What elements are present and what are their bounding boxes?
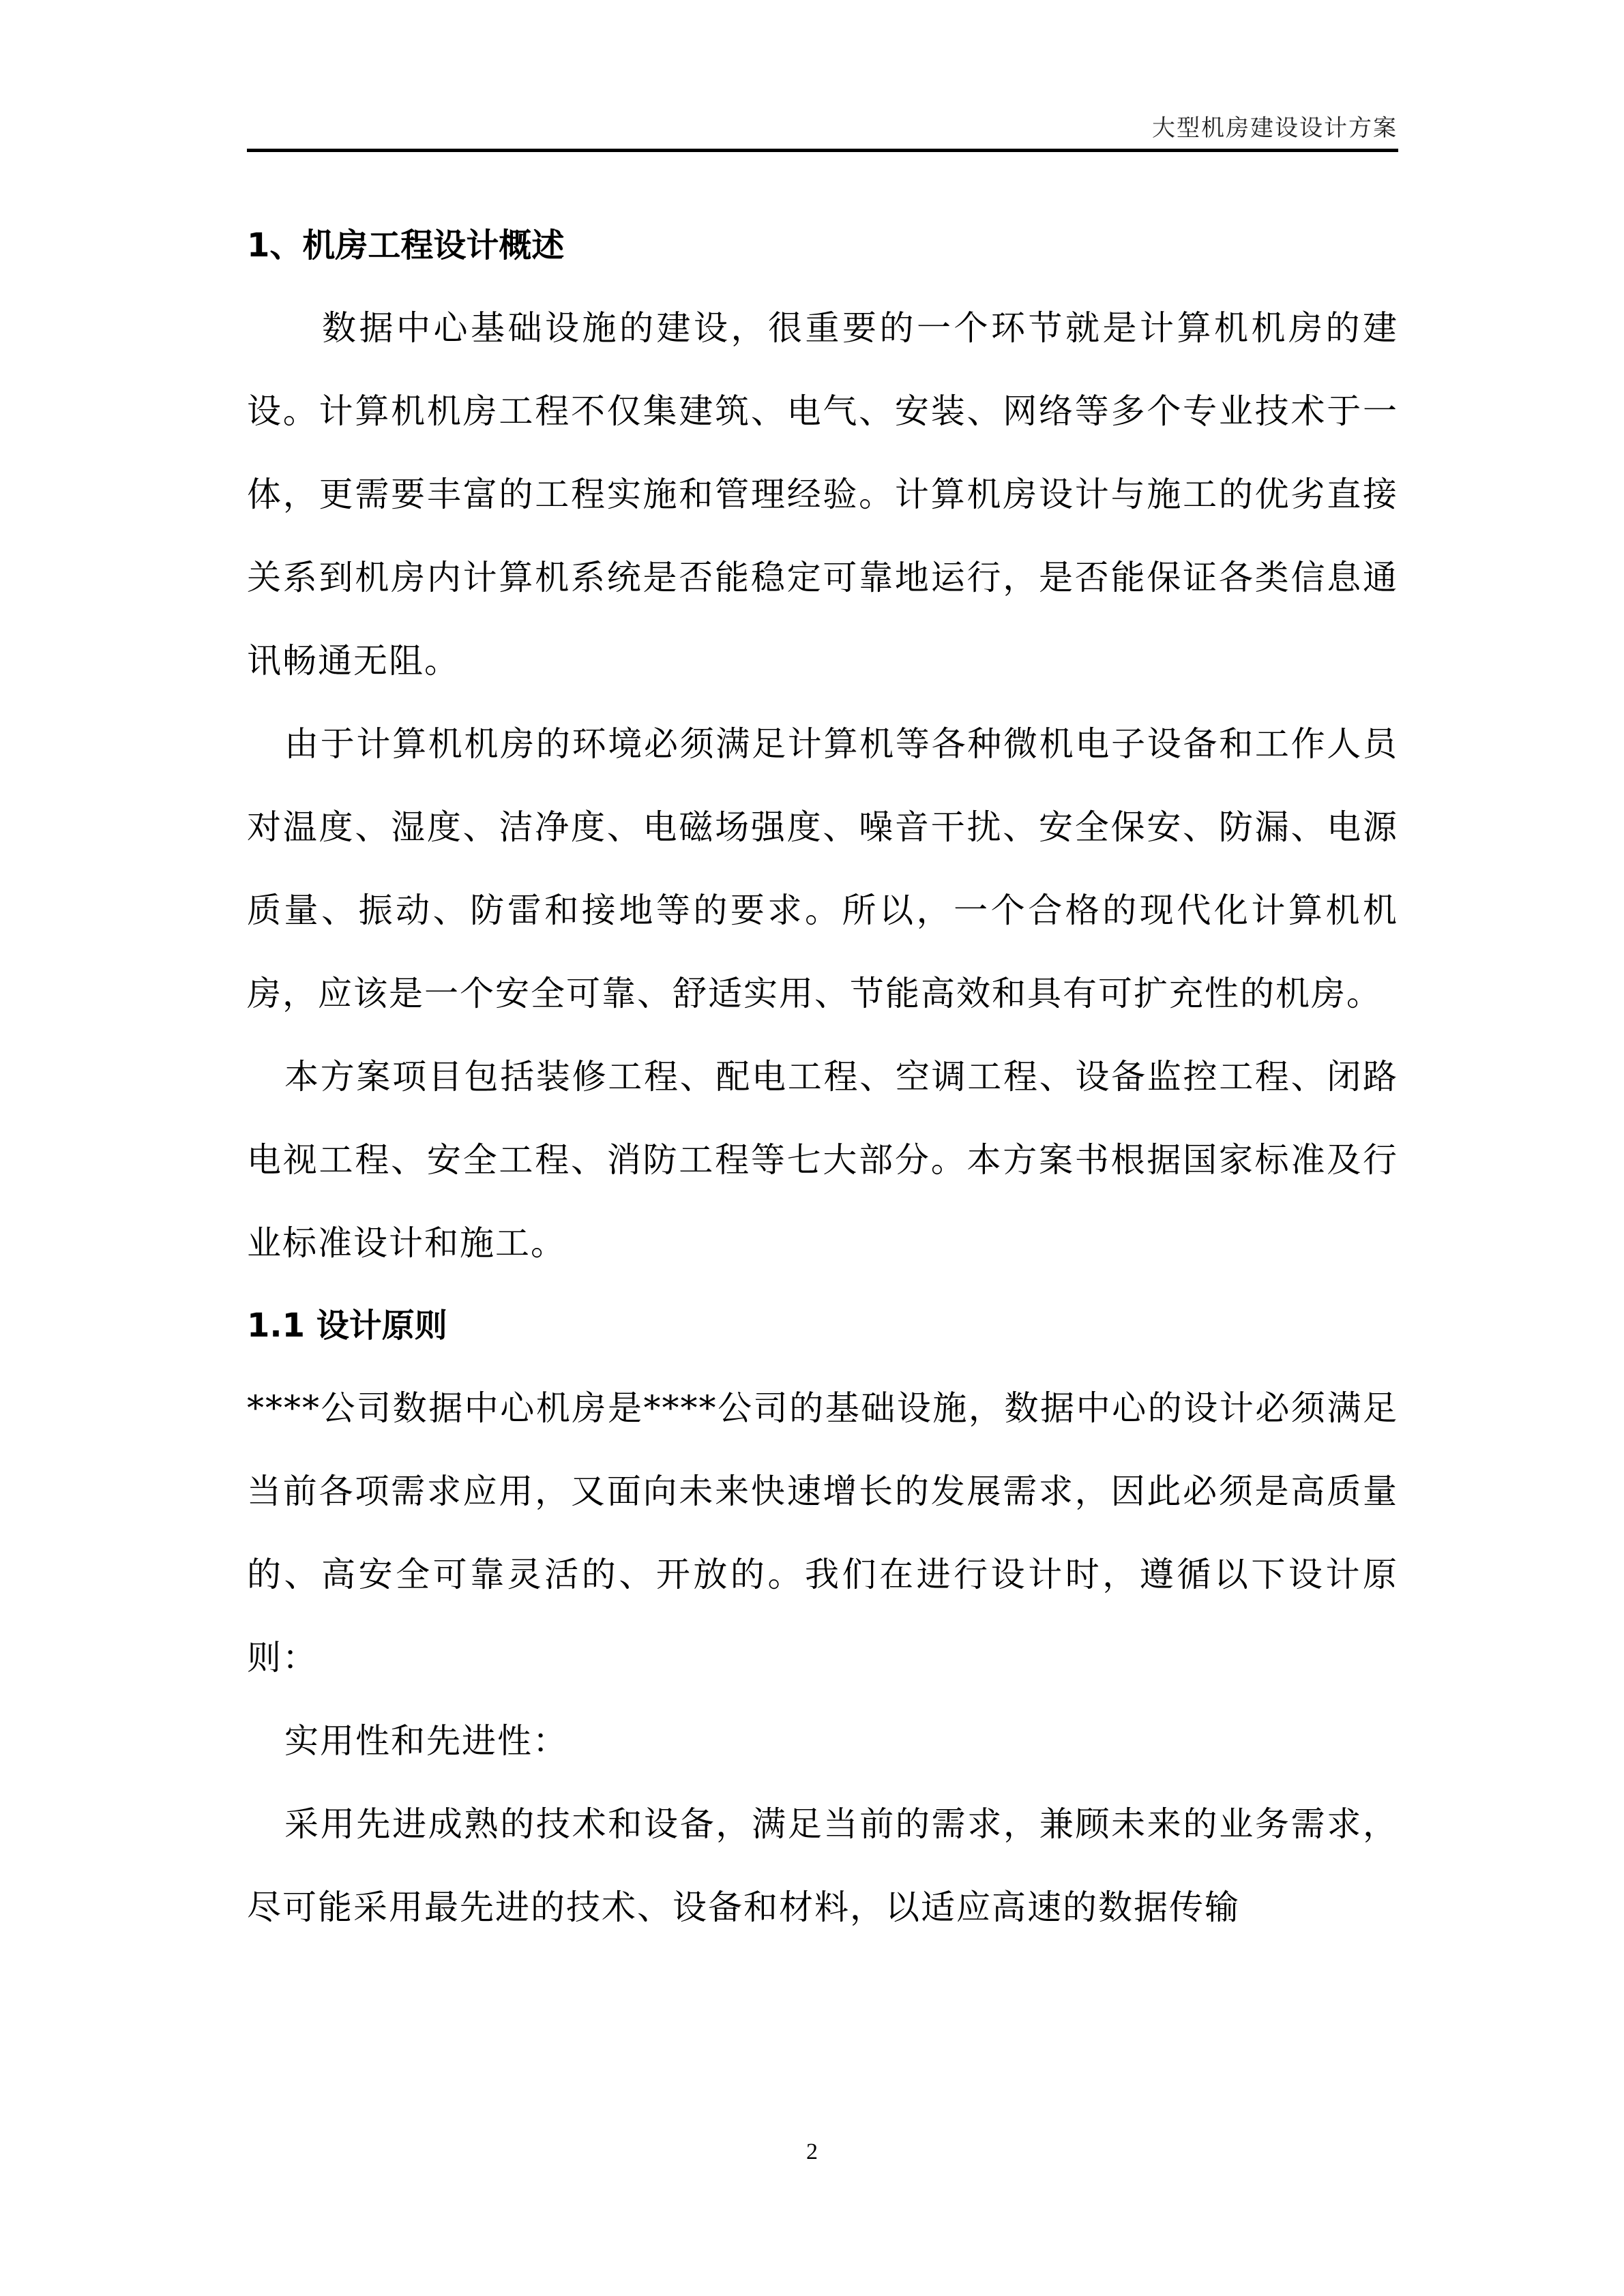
paragraph: 本方案项目包括装修工程、配电工程、空调工程、设备监控工程、闭路电视工程、安全工程、消防工程等七大部分。本方案书根据国家标准及行业标准设计和施工。 [247,1057,1398,1263]
paragraph: 采用先进成熟的技术和设备，满足当前的需求，兼顾未来的业务需求，尽可能采用最先进的技术、设备和材料，以适应高速的数据传输 [247,1804,1398,1927]
page-number: 2 [806,2139,818,2164]
paragraph: ****公司数据中心机房是****公司的基础设施，数据中心的设计必须满足当前各项需求应用，又面向未来快速增长的发展需求，因此必须是高质量的、高安全可靠灵活的、开放的。我们在进行设计时，遵循以下设计原则： [247,1388,1398,1678]
document-body [247,205,1398,1949]
paragraph: 实用性和先进性： [284,1721,568,1761]
paragraph: 数据中心基础设施的建设，很重要的一个环节就是计算机机房的建设。计算机机房工程不仅集建筑、电气、安装、网络等多个专业技术于一体，更需要丰富的工程实施和管理经验。计算机房设计与施工的优劣直接关系到机房内计算机系统是否能稳定可靠地运行，是否能保证各类信息通讯畅通无阻。 [247,308,1398,681]
paragraph: 由于计算机机房的环境必须满足计算机等各种微机电子设备和工作人员对温度、湿度、洁净度、电磁场强度、噪音干扰、安全保安、防漏、电源质量、振动、防雷和接地等的要求。所以，一个合格的现代化计算机机房，应该是一个安全可靠、舒适实用、节能高效和具有可扩充性的机房。 [247,724,1398,1013]
header-rule [247,149,1398,152]
page-header-title: 大型机房建设设计方案 [1152,115,1398,142]
section-heading-1-1: 1.1 设计原则 [247,1307,447,1345]
section-heading-1: 1、机房工程设计概述 [247,226,565,265]
